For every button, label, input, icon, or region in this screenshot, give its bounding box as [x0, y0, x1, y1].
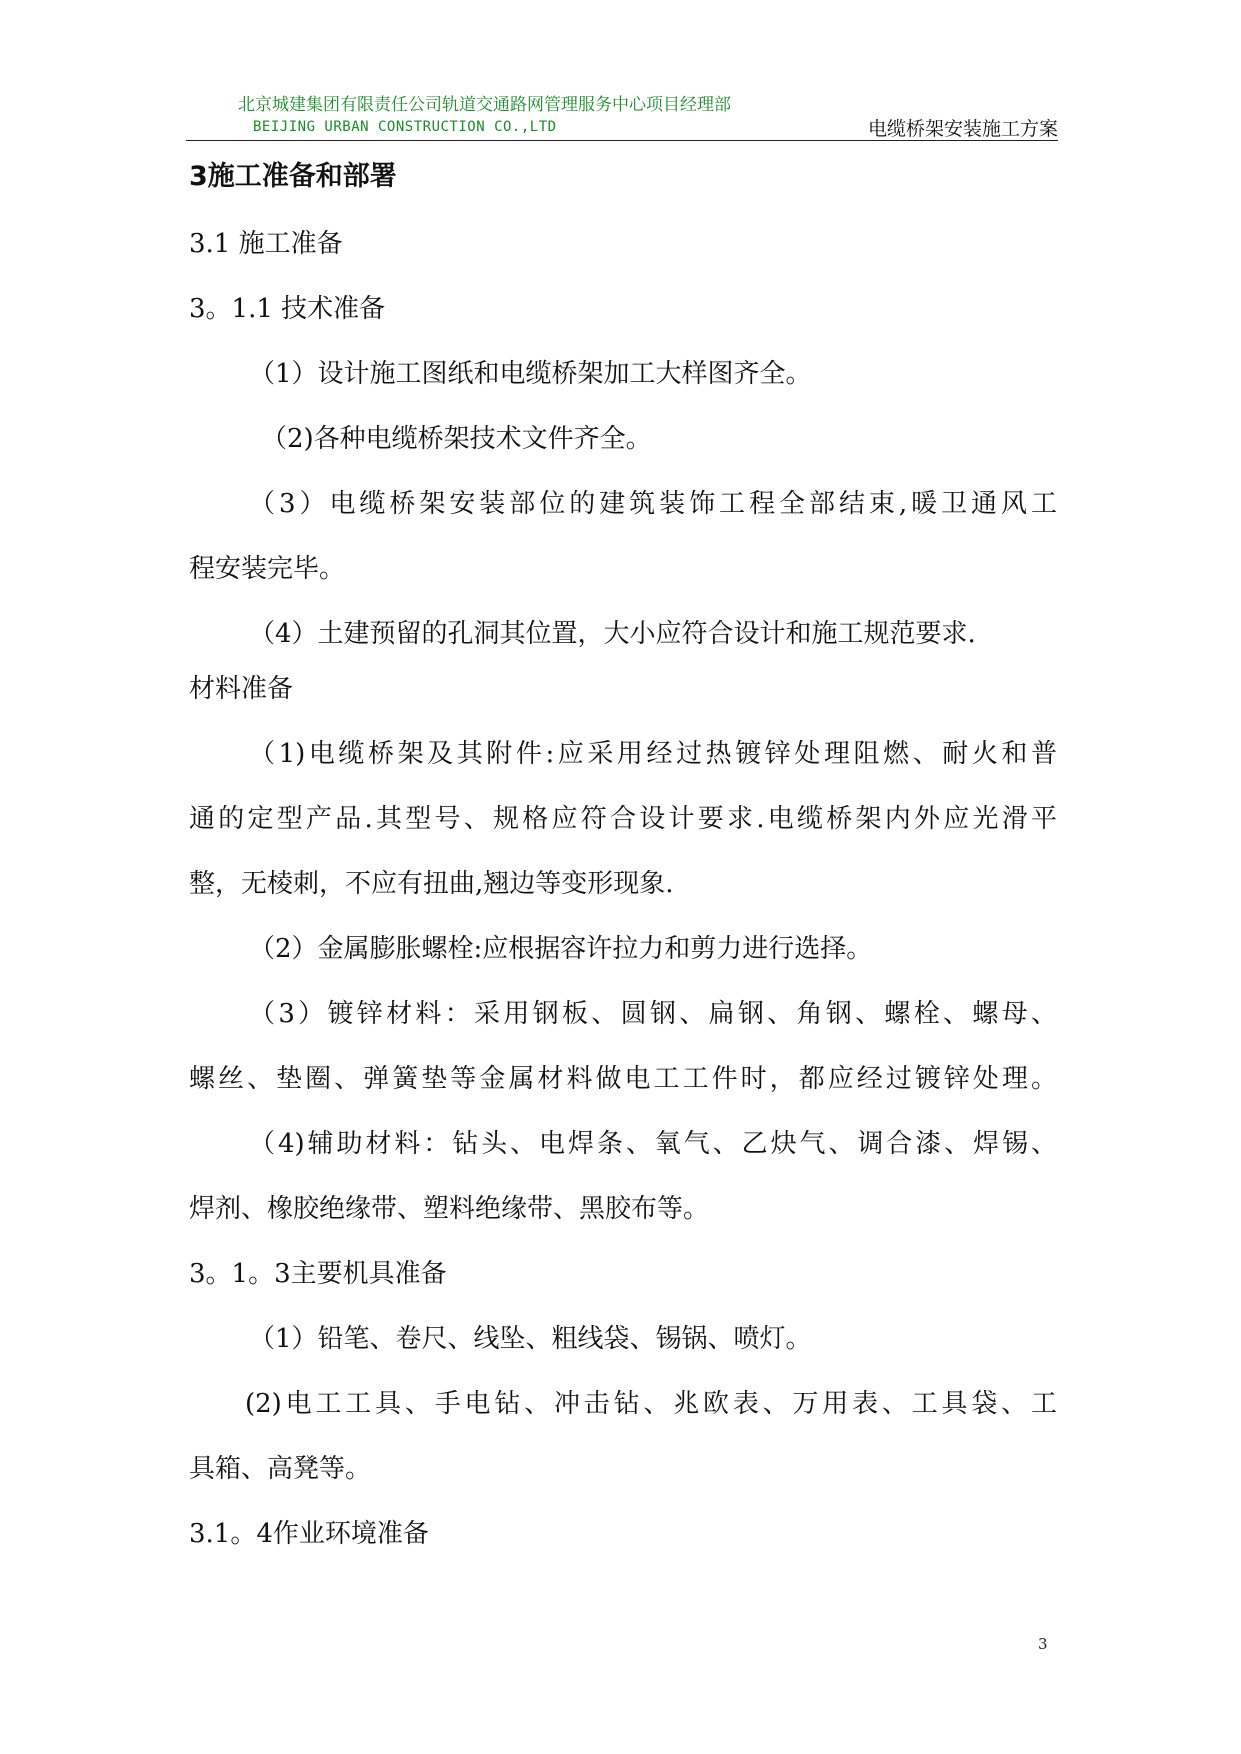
material-item-1-line-1: （1)电缆桥架及其附件:应采用经过热镀锌处理阻燃、耐火和普 — [249, 739, 1057, 769]
material-item-1-line-2: 通的定型产品.其型号、规格应符合设计要求.电缆桥架内外应光滑平 — [189, 804, 1057, 834]
material-item-3-line-2: 螺丝、垫圈、弹簧垫等金属材料做电工工件时，都应经过镀锌处理。 — [189, 1064, 1057, 1094]
material-item-1-line-3: 整，无棱刺，不应有扭曲,翘边等变形现象. — [189, 869, 674, 899]
material-item-2: （2）金属膨胀螺栓:应根据容许拉力和剪力进行选择。 — [249, 934, 873, 964]
page-number: 3 — [1038, 1635, 1048, 1653]
tech-item-4: （4）土建预留的孔洞其位置，大小应符合设计和施工规范要求. — [249, 619, 976, 649]
page-header — [186, 84, 1058, 141]
tools-item-2-line-1: (2)电工工具、手电钻、冲击钻、兆欧表、万用表、工具袋、工 — [245, 1389, 1057, 1419]
header-doc-title: 电缆桥架安装施工方案 — [867, 118, 1058, 140]
section-title: 3施工准备和部署 — [189, 161, 397, 192]
tech-item-3-line-1: （3）电缆桥架安装部位的建筑装饰工程全部结束,暖卫通风工 — [249, 489, 1057, 519]
material-item-3-line-1: （3）镀锌材料：采用钢板、圆钢、扁钢、角钢、螺栓、螺母、 — [249, 999, 1057, 1029]
tech-item-1: （1）设计施工图纸和电缆桥架加工大样图齐全。 — [249, 359, 812, 389]
material-item-4-line-2: 焊剂、橡胶绝缘带、塑料绝缘带、黑胶布等。 — [189, 1194, 710, 1224]
tools-prep-title: 3。1。3主要机具准备 — [189, 1259, 447, 1289]
header-company-en: BEIJING URBAN CONSTRUCTION CO.,LTD — [253, 119, 557, 135]
tools-item-1: （1）铅笔、卷尺、线坠、粗线袋、锡锅、喷灯。 — [249, 1324, 812, 1354]
subsection-title: 3.1 施工准备 — [189, 229, 343, 259]
tech-item-2: （2)各种电缆桥架技术文件齐全。 — [261, 424, 652, 454]
material-prep-title: 材料准备 — [189, 674, 294, 704]
header-company-cn: 北京城建集团有限责任公司轨道交通路网管理服务中心项目经理部 — [238, 95, 731, 115]
material-item-4-line-1: （4)辅助材料：钻头、电焊条、氧气、乙炔气、调合漆、焊锡、 — [249, 1129, 1057, 1159]
environment-prep-title: 3.1。4作业环境准备 — [189, 1519, 429, 1549]
tech-prep-title: 3。1.1 技术准备 — [189, 294, 386, 324]
tools-item-2-line-2: 具箱、高凳等。 — [189, 1454, 372, 1484]
tech-item-3-line-2: 程安装完毕。 — [189, 554, 346, 584]
